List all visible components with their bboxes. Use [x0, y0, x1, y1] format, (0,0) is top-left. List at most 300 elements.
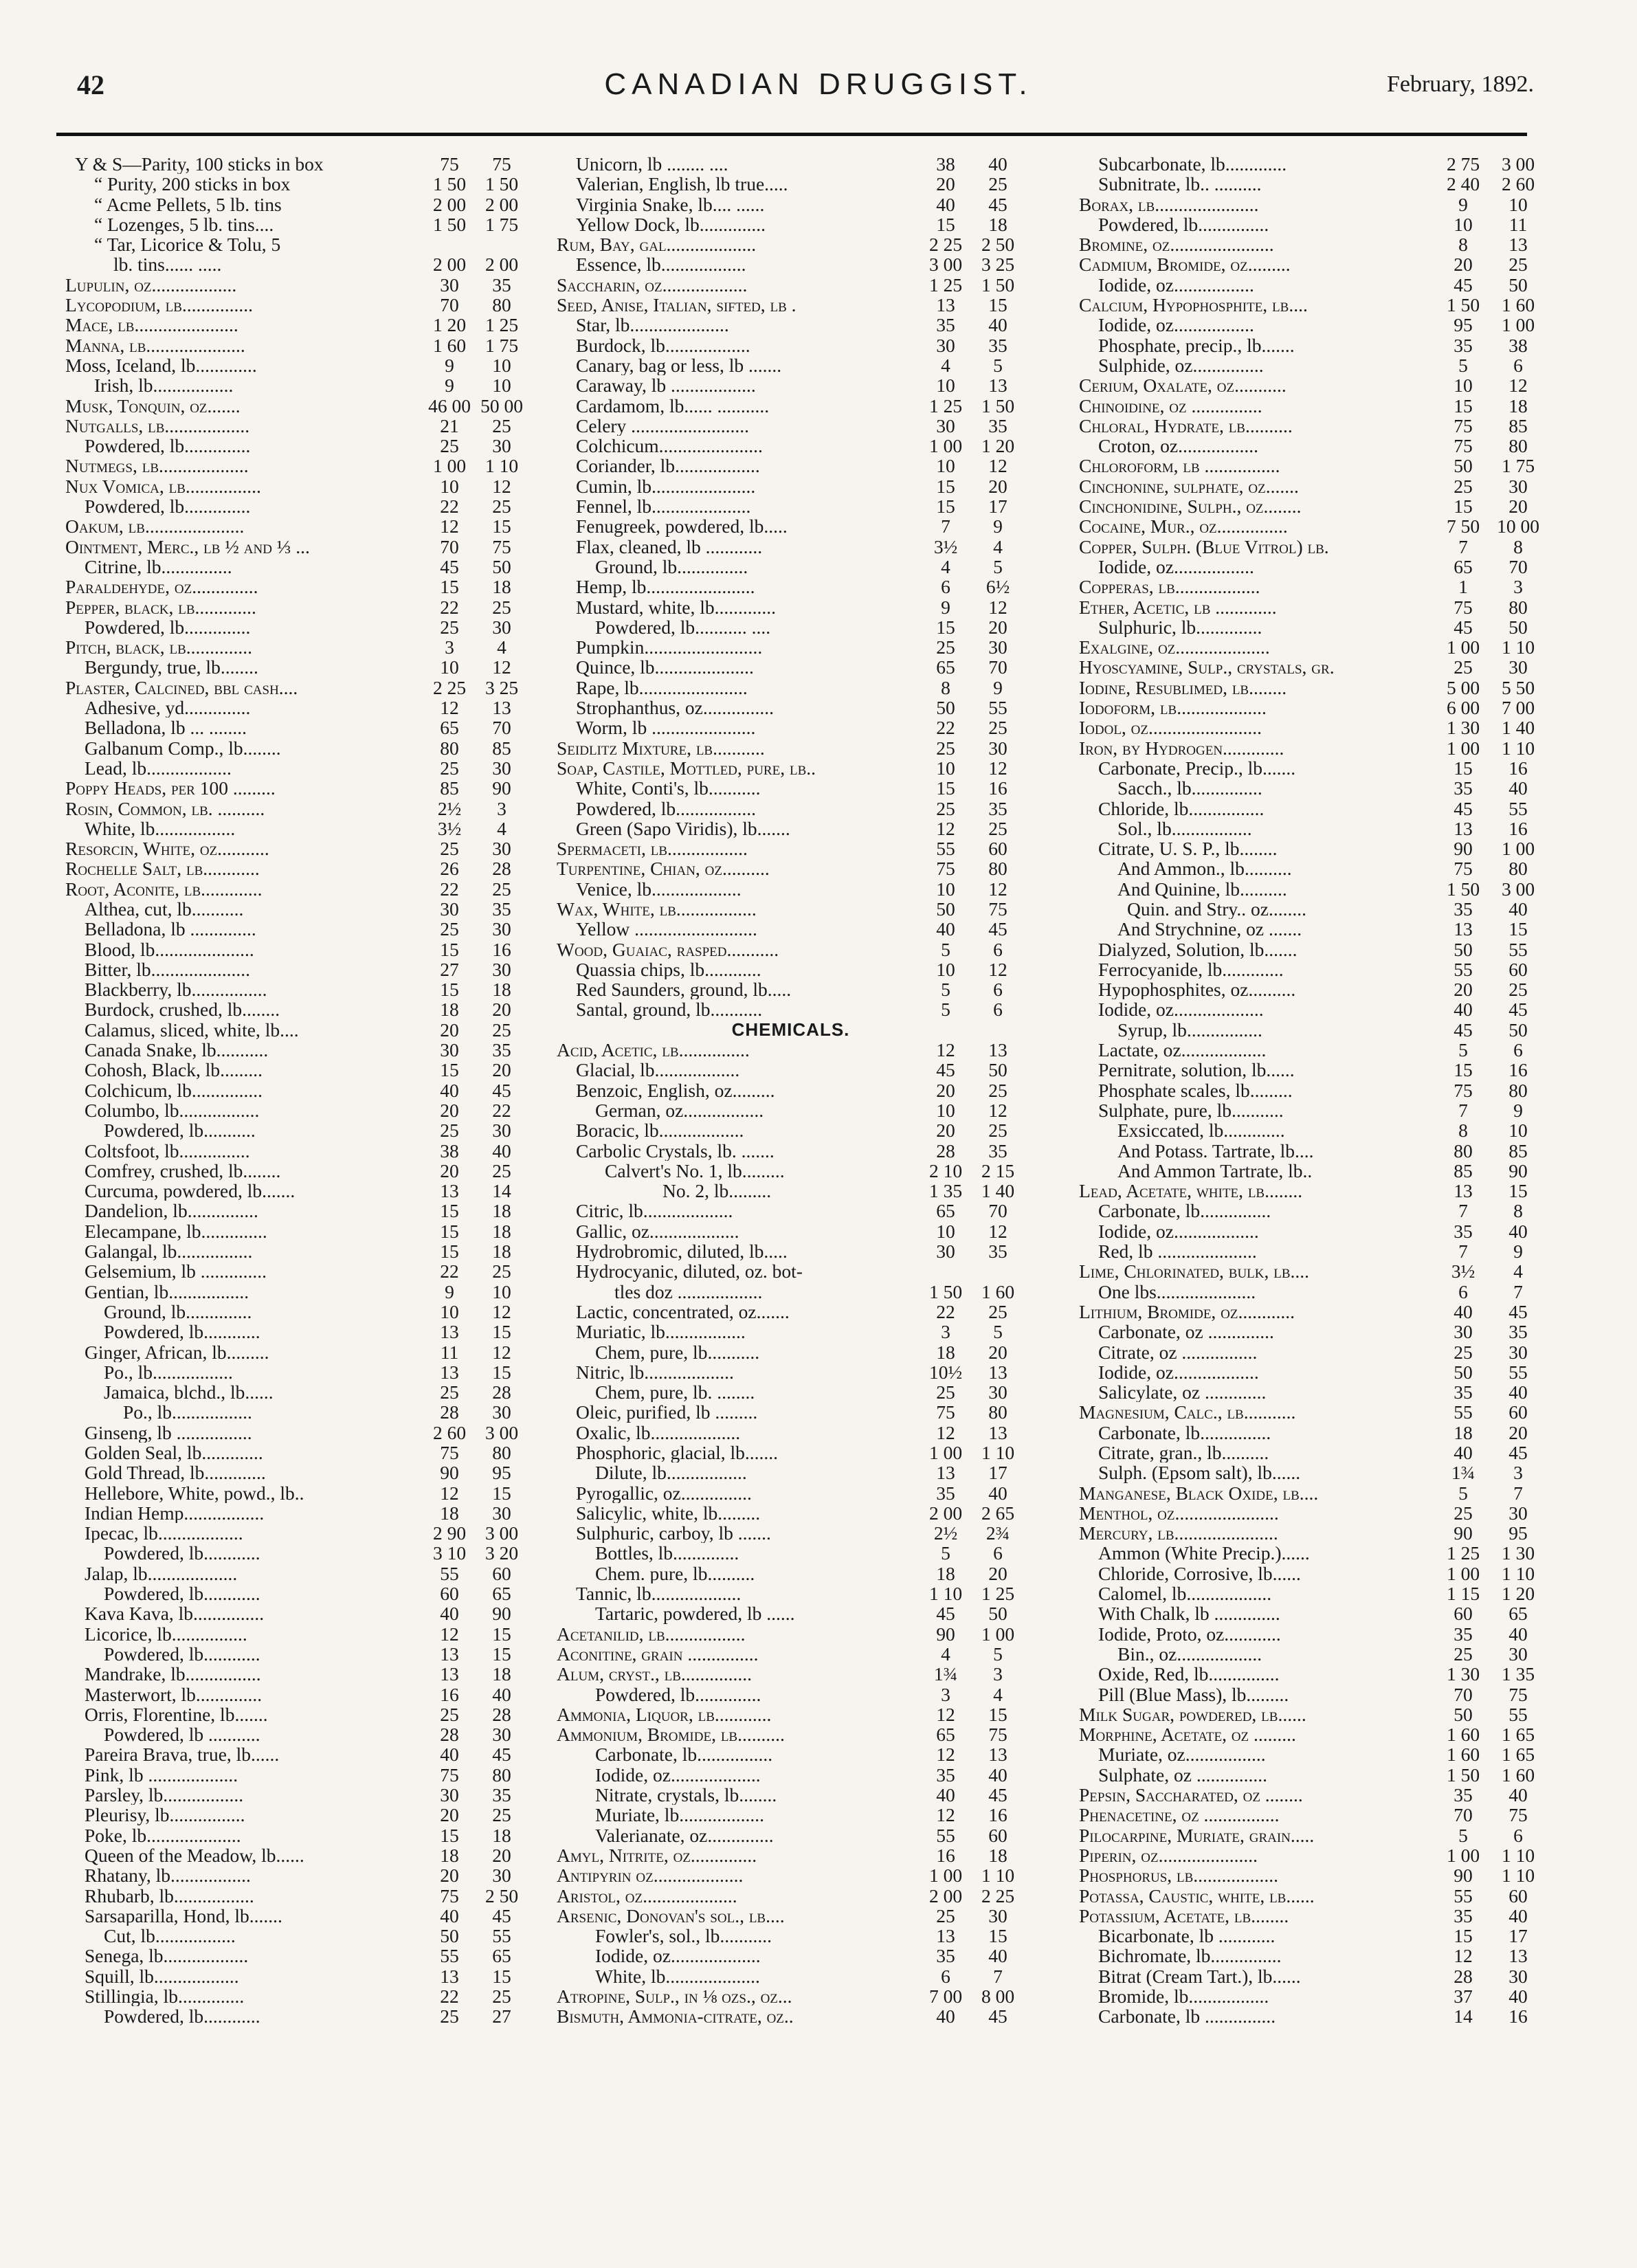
price-low: 18: [1454, 1421, 1473, 1443]
price-row: [65, 959, 534, 979]
price-high: 15: [988, 1703, 1007, 1725]
item-name: Muriatic, lb.................: [576, 1322, 746, 1342]
item-name: Blood, lb.....................: [85, 939, 254, 959]
price-low: 50: [1454, 1703, 1473, 1725]
item-name: Manganese, Black Oxide, lb....: [1079, 1482, 1319, 1503]
price-row: [65, 2006, 534, 2026]
price-low: 70: [1454, 1804, 1473, 1826]
price-low: 35: [1454, 898, 1473, 920]
price-high: 1 65: [1501, 1744, 1535, 1766]
price-low: 20: [440, 1804, 459, 1826]
price-low: 1 00: [928, 1442, 963, 1463]
price-row: [1079, 879, 1553, 899]
price-high: 1 60: [1501, 294, 1535, 316]
price-low: 20: [1454, 979, 1473, 1001]
item-name: Ammonia, Liquor, lb............: [557, 1704, 772, 1725]
item-name: Citrate, oz ................: [1098, 1342, 1258, 1362]
item-name: Cinchonidine, Sulph., oz........: [1079, 496, 1302, 517]
price-high: 40: [1508, 777, 1528, 799]
item-name: Indian Hemp.................: [85, 1502, 265, 1524]
price-high: 45: [492, 1744, 511, 1766]
item-name: Bin., oz..................: [1117, 1643, 1262, 1665]
price-high: 35: [492, 1039, 511, 1061]
price-low: 25: [936, 737, 955, 759]
price-low: 65: [936, 1200, 955, 1222]
price-low: 75: [440, 1764, 459, 1786]
item-name: Oxide, Red, lb...............: [1098, 1664, 1280, 1685]
price-high: 40: [1508, 1784, 1528, 1806]
price-high: 55: [1508, 797, 1528, 819]
price-low: 50: [936, 898, 955, 920]
price-high: 50: [1508, 1019, 1528, 1041]
item-name: Powdered, lb..............: [595, 1684, 761, 1704]
item-name: Citrate, gran., lb..........: [1098, 1443, 1269, 1463]
item-name: Powdered, lb ...........: [104, 1724, 260, 1745]
price-low: 1 25: [928, 274, 963, 296]
price-row: [557, 577, 1031, 597]
price-low: 35: [936, 1945, 955, 1967]
price-high: 15: [492, 1623, 511, 1645]
price-low: 70: [1454, 1683, 1473, 1705]
price-high: 18: [492, 1241, 511, 1263]
price-high: 13: [988, 375, 1007, 397]
price-row: [65, 758, 534, 778]
price-high: 8 00: [981, 1986, 1015, 2008]
price-row: [557, 1583, 1031, 1603]
price-low: 9: [941, 596, 950, 618]
price-high: 13: [988, 1744, 1007, 1766]
price-row: [1079, 1886, 1553, 1906]
price-row: [1079, 1261, 1553, 1281]
page-number: 42: [77, 69, 104, 100]
price-high: 1 00: [981, 1623, 1015, 1645]
item-name: Hydrobromic, diluted, lb.....: [576, 1241, 788, 1262]
price-row: [1079, 416, 1553, 436]
price-high: 7: [1513, 1482, 1523, 1504]
price-row: [557, 1241, 1031, 1261]
price-high: 9: [1513, 1241, 1523, 1263]
price-low: 35: [936, 1482, 955, 1504]
price-high: 2 00: [485, 254, 519, 276]
price-low: 3½: [437, 817, 462, 839]
price-row: [1079, 1644, 1553, 1664]
price-low: 75: [440, 153, 459, 175]
price-high: 25: [988, 1300, 1007, 1322]
price-high: 9: [993, 515, 1003, 537]
price-row: [1079, 999, 1553, 1019]
item-name: Nitric, lb...................: [576, 1361, 734, 1383]
price-row: [65, 516, 534, 536]
item-name: Iodide, oz.................: [1098, 556, 1254, 577]
item-name: lb. tins...... .....: [113, 254, 222, 275]
item-name: Powdered, lb............: [104, 1583, 260, 1604]
price-row: [1079, 959, 1553, 979]
price-high: 15: [492, 515, 511, 537]
item-name: Powdered, lb............: [104, 2006, 260, 2027]
item-name: Bichromate, lb...............: [1098, 1946, 1282, 1966]
price-low: 70: [440, 535, 459, 557]
price-row: [557, 1926, 1031, 1946]
price-high: 20: [492, 1059, 511, 1081]
price-low: 28: [440, 1724, 459, 1746]
item-name: Ether, Acetic, lb .............: [1079, 597, 1277, 617]
price-row: [557, 1966, 1031, 1986]
item-name: Poppy Heads, per 100 .........: [65, 778, 276, 799]
item-name: Bitrat (Cream Tart.), lb......: [1098, 1966, 1301, 1987]
price-row: [65, 1523, 534, 1543]
item-name: Lead, lb..................: [85, 757, 232, 779]
price-high: 17: [988, 1462, 1007, 1484]
price-low: 85: [1454, 1159, 1473, 1181]
price-low: 35: [1454, 334, 1473, 356]
price-low: 3½: [1451, 1260, 1475, 1282]
section-heading-label: CHEMICALS.: [731, 1019, 850, 1040]
price-high: 30: [1508, 1502, 1528, 1524]
item-name: Stillingia, lb..............: [85, 1986, 245, 2007]
price-row: [65, 1583, 534, 1603]
price-low: 13: [440, 1321, 459, 1343]
item-name: Pleurisy, lb................: [85, 1805, 245, 1825]
price-high: 20: [1508, 1421, 1528, 1443]
price-high: 25: [1508, 979, 1528, 1001]
price-high: 1 25: [485, 314, 519, 336]
item-name: Antipyrin oz...................: [557, 1865, 744, 1886]
price-low: 75: [936, 858, 955, 880]
item-name: Ammon (White Precip.)......: [1098, 1543, 1310, 1564]
price-low: 1¾: [1451, 1462, 1475, 1484]
price-row: [1079, 1785, 1553, 1805]
item-name: Powdered, lb..............: [85, 496, 251, 517]
price-row: [65, 1282, 534, 1302]
price-row: [1079, 1664, 1553, 1684]
price-low: 50: [440, 1925, 459, 1947]
price-row: [65, 416, 534, 436]
item-name: Phosphoric, glacial, lb.......: [576, 1443, 779, 1463]
price-row: [1079, 1946, 1553, 1966]
price-high: 1 50: [981, 274, 1015, 296]
price-low: 5: [941, 1542, 950, 1564]
item-name: Sol., lb.................: [1117, 818, 1252, 839]
item-name: Soap, Castile, Mottled, pure, lb..: [557, 757, 816, 779]
price-low: 5: [1458, 1482, 1468, 1504]
price-low: 50: [1454, 938, 1473, 960]
price-low: 45: [936, 1059, 955, 1081]
price-high: 5: [993, 1643, 1003, 1665]
price-high: 2 15: [981, 1159, 1015, 1181]
price-low: 1 25: [928, 394, 963, 416]
item-name: Lycopodium, lb...............: [65, 295, 254, 315]
price-row: [1079, 1704, 1553, 1724]
price-high: 35: [492, 1784, 511, 1806]
price-low: 1 50: [928, 1280, 963, 1302]
price-low: 12: [936, 1703, 955, 1725]
price-low: 50: [936, 697, 955, 719]
price-low: 15: [440, 1824, 459, 1846]
price-low: 75: [1454, 1079, 1473, 1101]
item-name: Santal, ground, lb...........: [576, 999, 763, 1020]
price-high: 45: [1508, 1300, 1528, 1322]
price-high: 15: [1508, 1180, 1528, 1202]
price-low: 2 60: [432, 1421, 467, 1443]
price-high: 85: [492, 737, 511, 759]
price-row: [557, 1624, 1031, 1644]
price-high: 85: [1508, 414, 1528, 436]
price-row: [557, 1060, 1031, 1080]
price-row: [557, 1423, 1031, 1443]
price-low: 55: [1454, 1885, 1473, 1906]
price-row: [557, 1765, 1031, 1785]
price-row: [1079, 1161, 1553, 1181]
price-high: 12: [988, 958, 1007, 980]
item-name: Gold Thread, lb.............: [85, 1463, 266, 1483]
price-low: 1 60: [1446, 1744, 1480, 1766]
price-low: 25: [1454, 1643, 1473, 1665]
price-high: 16: [1508, 2005, 1528, 2027]
price-high: 50: [492, 555, 511, 577]
item-name: Lactic, concentrated, oz.......: [576, 1301, 790, 1322]
price-low: 15: [1454, 394, 1473, 416]
price-row: [1079, 698, 1553, 718]
price-row: [1079, 1765, 1553, 1785]
price-low: 12: [936, 1744, 955, 1766]
price-low: 95: [1454, 314, 1473, 336]
price-high: 35: [492, 898, 511, 920]
price-row: [557, 335, 1031, 355]
price-high: 3: [1513, 576, 1523, 598]
price-high: 60: [988, 838, 1007, 860]
price-row: [1079, 819, 1553, 838]
price-row: [65, 214, 534, 234]
item-name: Subcarbonate, lb.............: [1098, 154, 1287, 175]
price-high: 9: [993, 676, 1003, 698]
price-low: 20: [440, 1019, 459, 1041]
item-name: Chem, pure, lb...........: [595, 1342, 760, 1362]
price-row: [557, 1080, 1031, 1100]
price-row: [65, 174, 534, 194]
price-low: 15: [936, 777, 955, 799]
item-name: Rochelle Salt, lb............: [65, 858, 260, 879]
price-low: 15: [936, 213, 955, 235]
price-row: [65, 1362, 534, 1382]
price-row: [65, 1624, 534, 1644]
item-name: Senega, lb..................: [85, 1946, 249, 1966]
item-name: Seed, Anise, Italian, sifted, lb .: [557, 295, 797, 315]
price-high: 1 10: [1501, 737, 1535, 759]
item-name: Strophanthus, oz...............: [576, 698, 774, 718]
price-high: 1 60: [1501, 1764, 1535, 1786]
price-row: [65, 396, 534, 416]
price-high: 16: [1508, 817, 1528, 839]
price-row: [557, 999, 1031, 1019]
price-row: [65, 1020, 534, 1040]
price-high: 35: [988, 414, 1007, 436]
item-name: Paraldehyde, oz..............: [65, 577, 258, 597]
price-row: [557, 396, 1031, 416]
price-low: 5 00: [1446, 676, 1480, 698]
price-high: 30: [492, 1120, 511, 1142]
price-high: 1 10: [1501, 1844, 1535, 1866]
item-name: Sulphate, pure, lb...........: [1098, 1100, 1284, 1121]
price-low: 22: [440, 1986, 459, 2008]
item-name: No. 2, lb.........: [662, 1181, 772, 1201]
price-row: [557, 1785, 1031, 1805]
price-low: 30: [1454, 1321, 1473, 1343]
item-name: Calomel, lb..................: [1098, 1583, 1272, 1604]
price-high: 15: [988, 294, 1007, 316]
price-row: [557, 2006, 1031, 2026]
price-row: [1079, 1342, 1553, 1362]
price-low: 60: [440, 1583, 459, 1605]
price-high: 30: [492, 616, 511, 638]
price-high: 11: [1508, 213, 1528, 235]
price-high: 1 10: [1501, 1865, 1535, 1887]
price-high: 3 00: [485, 1421, 519, 1443]
price-row: [65, 657, 534, 677]
price-low: 45: [1454, 1019, 1473, 1041]
price-high: 13: [1508, 234, 1528, 256]
price-row: [65, 979, 534, 999]
price-low: 55: [1454, 958, 1473, 980]
item-name: Sulphuric, lb..............: [1098, 616, 1262, 638]
item-name: Iodide, oz..................: [1098, 1221, 1259, 1242]
price-row: [65, 899, 534, 919]
price-row: [557, 1523, 1031, 1543]
item-name: Arsenic, Donovan's sol., lb....: [557, 1905, 785, 1926]
price-row: [1079, 1724, 1553, 1744]
price-row: [1079, 657, 1553, 677]
price-row: [65, 1986, 534, 2006]
price-low: 30: [936, 1241, 955, 1263]
item-name: Iodide, oz...................: [1098, 999, 1264, 1020]
price-high: 6: [993, 979, 1003, 1001]
price-high: 12: [988, 1220, 1007, 1242]
price-low: 10: [440, 1300, 459, 1322]
price-row: [557, 416, 1031, 436]
item-name: Spermaceti, lb.................: [557, 838, 748, 859]
price-low: 12: [440, 1482, 459, 1504]
item-name: Copper, Sulph. (Blue Vitrol) lb.: [1079, 536, 1329, 557]
item-name: Piperin, oz.....................: [1079, 1845, 1258, 1866]
item-name: Phosphate, precip., lb.......: [1098, 335, 1295, 355]
price-high: 25: [988, 817, 1007, 839]
item-name: Red, lb .....................: [1098, 1241, 1257, 1262]
price-row: [557, 899, 1031, 919]
price-high: 30: [492, 1865, 511, 1887]
price-row: [1079, 1423, 1553, 1443]
item-name: Cumin, lb......................: [576, 476, 756, 497]
item-name: Citrate, U. S. P., lb........: [1098, 838, 1278, 859]
item-name: Iodide, oz...................: [595, 1946, 761, 1966]
price-high: 80: [492, 1764, 511, 1786]
price-row: [1079, 1282, 1553, 1302]
price-row: [557, 819, 1031, 838]
price-row: [65, 436, 534, 456]
price-high: 3 25: [981, 254, 1015, 276]
price-high: 40: [1508, 1904, 1528, 1926]
price-low: 10: [440, 656, 459, 678]
price-low: 10: [1454, 375, 1473, 397]
price-high: 30: [1508, 1643, 1528, 1665]
price-low: 90: [936, 1623, 955, 1645]
price-low: 7: [1458, 1200, 1468, 1222]
price-row: [1079, 1845, 1553, 1865]
item-name: Sulph. (Epsom salt), lb......: [1098, 1463, 1301, 1483]
price-row: [65, 1322, 534, 1342]
item-name: Syrup, lb................: [1117, 1019, 1262, 1041]
price-high: 90: [492, 777, 511, 799]
price-row: [65, 1181, 534, 1201]
item-name: “ Tar, Licorice & Tolu, 5: [94, 234, 281, 255]
price-row: [557, 979, 1031, 999]
price-high: 4: [1513, 1260, 1523, 1282]
price-high: 30: [1508, 1965, 1528, 1987]
item-name: Bromide, lb.................: [1098, 1986, 1269, 2007]
price-low: 18: [440, 1502, 459, 1524]
price-low: 5: [1458, 1039, 1468, 1061]
price-high: 20: [492, 999, 511, 1021]
price-row: [65, 1886, 534, 1906]
price-high: 12: [988, 878, 1007, 900]
price-low: 40: [936, 1784, 955, 1806]
price-low: 55: [1454, 1401, 1473, 1423]
item-name: Chloride, lb................: [1098, 798, 1265, 819]
item-name: Powdered, lb........... ....: [595, 616, 771, 638]
price-row: [65, 1342, 534, 1362]
price-low: 12: [1454, 1945, 1473, 1967]
price-low: 2 25: [928, 234, 963, 256]
item-name: Ointment, Merc., lb ½ and ⅓ ...: [65, 536, 310, 557]
price-low: 5: [941, 999, 950, 1021]
price-row: [65, 254, 534, 274]
price-row: [1079, 194, 1553, 214]
item-name: Po., lb.................: [123, 1402, 252, 1423]
price-high: 7: [1513, 1280, 1523, 1302]
price-row: [65, 1141, 534, 1161]
price-high: 70: [988, 656, 1007, 678]
price-low: 45: [1454, 797, 1473, 819]
price-low: 15: [1454, 1925, 1473, 1947]
item-name: Amyl, Nitrite, oz..............: [557, 1845, 757, 1866]
price-low: 75: [1454, 414, 1473, 436]
price-high: 3: [497, 797, 506, 819]
price-row: [557, 738, 1031, 758]
price-high: 13: [492, 697, 511, 719]
price-high: 1 50: [981, 394, 1015, 416]
item-name: Ground, lb...............: [595, 556, 748, 577]
item-name: Lead, Acetate, white, lb........: [1079, 1181, 1303, 1201]
price-row: [1079, 396, 1553, 416]
price-low: 13: [1454, 1180, 1473, 1202]
price-row: [1079, 838, 1553, 858]
price-low: 10: [936, 1099, 955, 1121]
price-low: 30: [440, 898, 459, 920]
price-row: [65, 1302, 534, 1322]
price-high: 28: [492, 1703, 511, 1725]
item-name: Manna, lb.....................: [65, 335, 245, 355]
price-row: [65, 1724, 534, 1744]
price-row: [1079, 1603, 1553, 1623]
issue-date: February, 1892.: [1386, 71, 1534, 97]
item-name: Valerianate, oz..............: [595, 1825, 774, 1845]
price-high: 7 00: [1501, 697, 1535, 719]
price-low: 10: [936, 1220, 955, 1242]
price-low: 9: [445, 354, 454, 376]
price-row: [65, 838, 534, 858]
item-name: Sulphide, oz...............: [1098, 355, 1264, 376]
price-row: [65, 919, 534, 939]
price-low: 1 20: [432, 314, 467, 336]
item-name: Iodide, oz...................: [595, 1764, 761, 1786]
